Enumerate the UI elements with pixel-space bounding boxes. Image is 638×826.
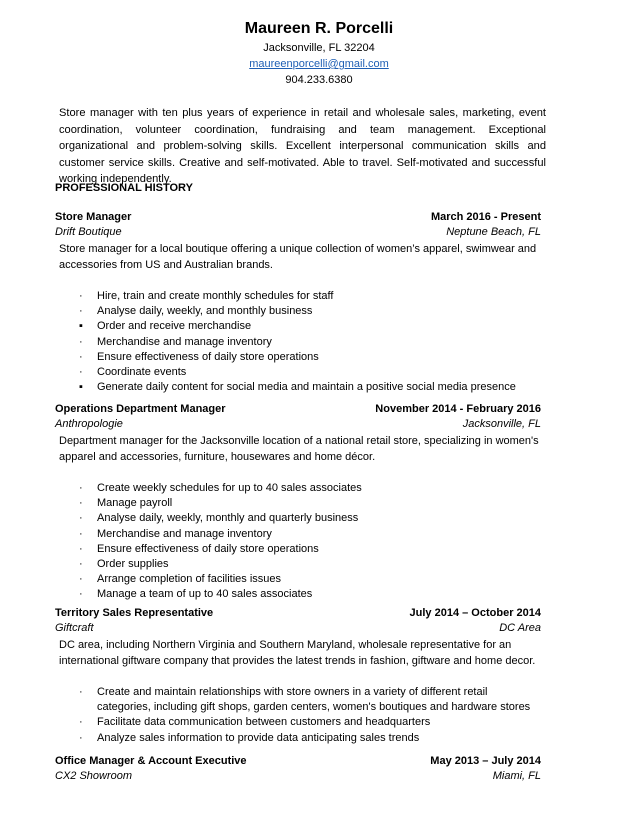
bullet-icon: ·	[79, 512, 83, 525]
bullet-icon: ·	[79, 290, 83, 302]
bullet-icon: ·	[79, 366, 83, 379]
list-item: · Facilitate data communication between customers and headquarters	[55, 715, 541, 730]
job-dates: July 2014 – October 2014	[409, 607, 541, 619]
list-item: · Merchandise and manage inventory	[55, 527, 541, 542]
bullet-icon: ·	[79, 350, 83, 363]
candidate-phone: 904.233.6380	[285, 74, 353, 86]
list-item: · Analyse daily, weekly, monthly and quarterly business	[55, 511, 541, 526]
job-entry	[55, 210, 541, 395]
bullet-icon: ▪	[79, 381, 83, 394]
email-link[interactable]: maureenporcelli@gmail.com	[249, 58, 389, 70]
job-bullet-list	[55, 481, 541, 603]
job-title: Office Manager & Account Executive	[55, 755, 247, 767]
bullet-icon: ·	[79, 716, 83, 729]
bullet-icon: ·	[79, 542, 83, 555]
list-item: · Ensure effectiveness of daily store operations	[55, 350, 541, 365]
bullet-icon: ·	[79, 588, 83, 601]
job-description: DC area, including Northern Virginia and Southern Maryland, wholesale representative for an international giftware company that provides the latest trends in fashion, giftware and home decor.	[59, 639, 536, 667]
job-company: Drift Boutique	[55, 226, 122, 238]
job-entry	[55, 606, 541, 746]
bullet-icon: ·	[79, 558, 83, 571]
job-description: Store manager for a local boutique offering a unique collection of women’s apparel, swimwear and accessories from US and Australian brands.	[59, 243, 537, 271]
bullet-icon: ·	[79, 573, 83, 586]
list-item: · Manage payroll	[55, 496, 541, 511]
job-location: DC Area	[499, 622, 541, 634]
job-title: Operations Department Manager	[55, 403, 226, 415]
job-company: CX2 Showroom	[55, 770, 133, 782]
list-item: · Coordinate events	[55, 365, 541, 380]
bullet-icon: ·	[79, 686, 83, 698]
job-location: Miami, FL	[492, 770, 541, 782]
bullet-icon: ·	[79, 731, 83, 744]
list-item: ▪ Generate daily content for social media and maintain a positive social media presence	[55, 380, 541, 395]
bullet-icon: ·	[79, 335, 83, 348]
bullet-icon: ·	[79, 482, 83, 494]
list-item: · Order supplies	[55, 557, 541, 572]
list-item: · Create weekly schedules for up to 40 sales associates	[55, 481, 541, 496]
list-item: ▪ Order and receive merchandise	[55, 319, 541, 334]
job-dates: May 2013 – July 2014	[430, 755, 541, 767]
job-bullet-list	[55, 289, 541, 395]
job-entry	[55, 754, 541, 784]
resume-header	[0, 18, 638, 88]
section-title-professional-history: PROFESSIONAL HISTORY	[55, 182, 193, 194]
list-item: · Merchandise and manage inventory	[55, 335, 541, 350]
list-item: · Hire, train and create monthly schedules for staff	[55, 289, 541, 304]
list-item: · Analyze sales information to provide data anticipating sales trends	[55, 731, 541, 746]
job-entry	[55, 402, 541, 603]
job-title: Store Manager	[55, 211, 132, 223]
list-item: · Manage a team of up to 40 sales associates	[55, 587, 541, 602]
list-item: · Analyse daily, weekly, and monthly business	[55, 304, 541, 319]
bullet-icon: ·	[79, 497, 83, 510]
professional-summary: Store manager with ten plus years of experience in retail and wholesale sales, marketing, event coordination, volunteer coordination, fundraising and team management. Exceptional organizational and problem-solving skills. Excellent interpersonal communication skills and customer service skills. Creative and self-motivated. Able to travel. Self-motivated and successful working independently.	[59, 107, 546, 185]
job-dates: November 2014 - February 2016	[375, 403, 541, 415]
bullet-icon: ·	[79, 305, 83, 318]
job-location: Neptune Beach, FL	[446, 226, 541, 238]
job-location: Jacksonville, FL	[462, 418, 541, 430]
job-description: Department manager for the Jacksonville location of a national retail store, specializing in women's apparel and accessories, furniture, housewares and home décor.	[59, 435, 539, 463]
list-item: · Arrange completion of facilities issues	[55, 572, 541, 587]
job-dates: March 2016 - Present	[430, 211, 541, 223]
job-title: Territory Sales Representative	[55, 607, 214, 619]
bullet-icon: ·	[79, 527, 83, 540]
candidate-location: Jacksonville, FL 32204	[263, 42, 375, 54]
job-bullet-list	[55, 685, 541, 746]
job-company: Anthropologie	[55, 418, 123, 430]
list-item: · Ensure effectiveness of daily store operations	[55, 542, 541, 557]
job-company: Giftcraft	[55, 622, 94, 634]
candidate-name: Maureen R. Porcelli	[244, 20, 394, 37]
bullet-icon: ▪	[79, 320, 83, 333]
list-item: · Create and maintain relationships with store owners in a variety of different retail categories, including gift shops, garden centers, women's boutiques and hardware stores	[79, 686, 531, 714]
